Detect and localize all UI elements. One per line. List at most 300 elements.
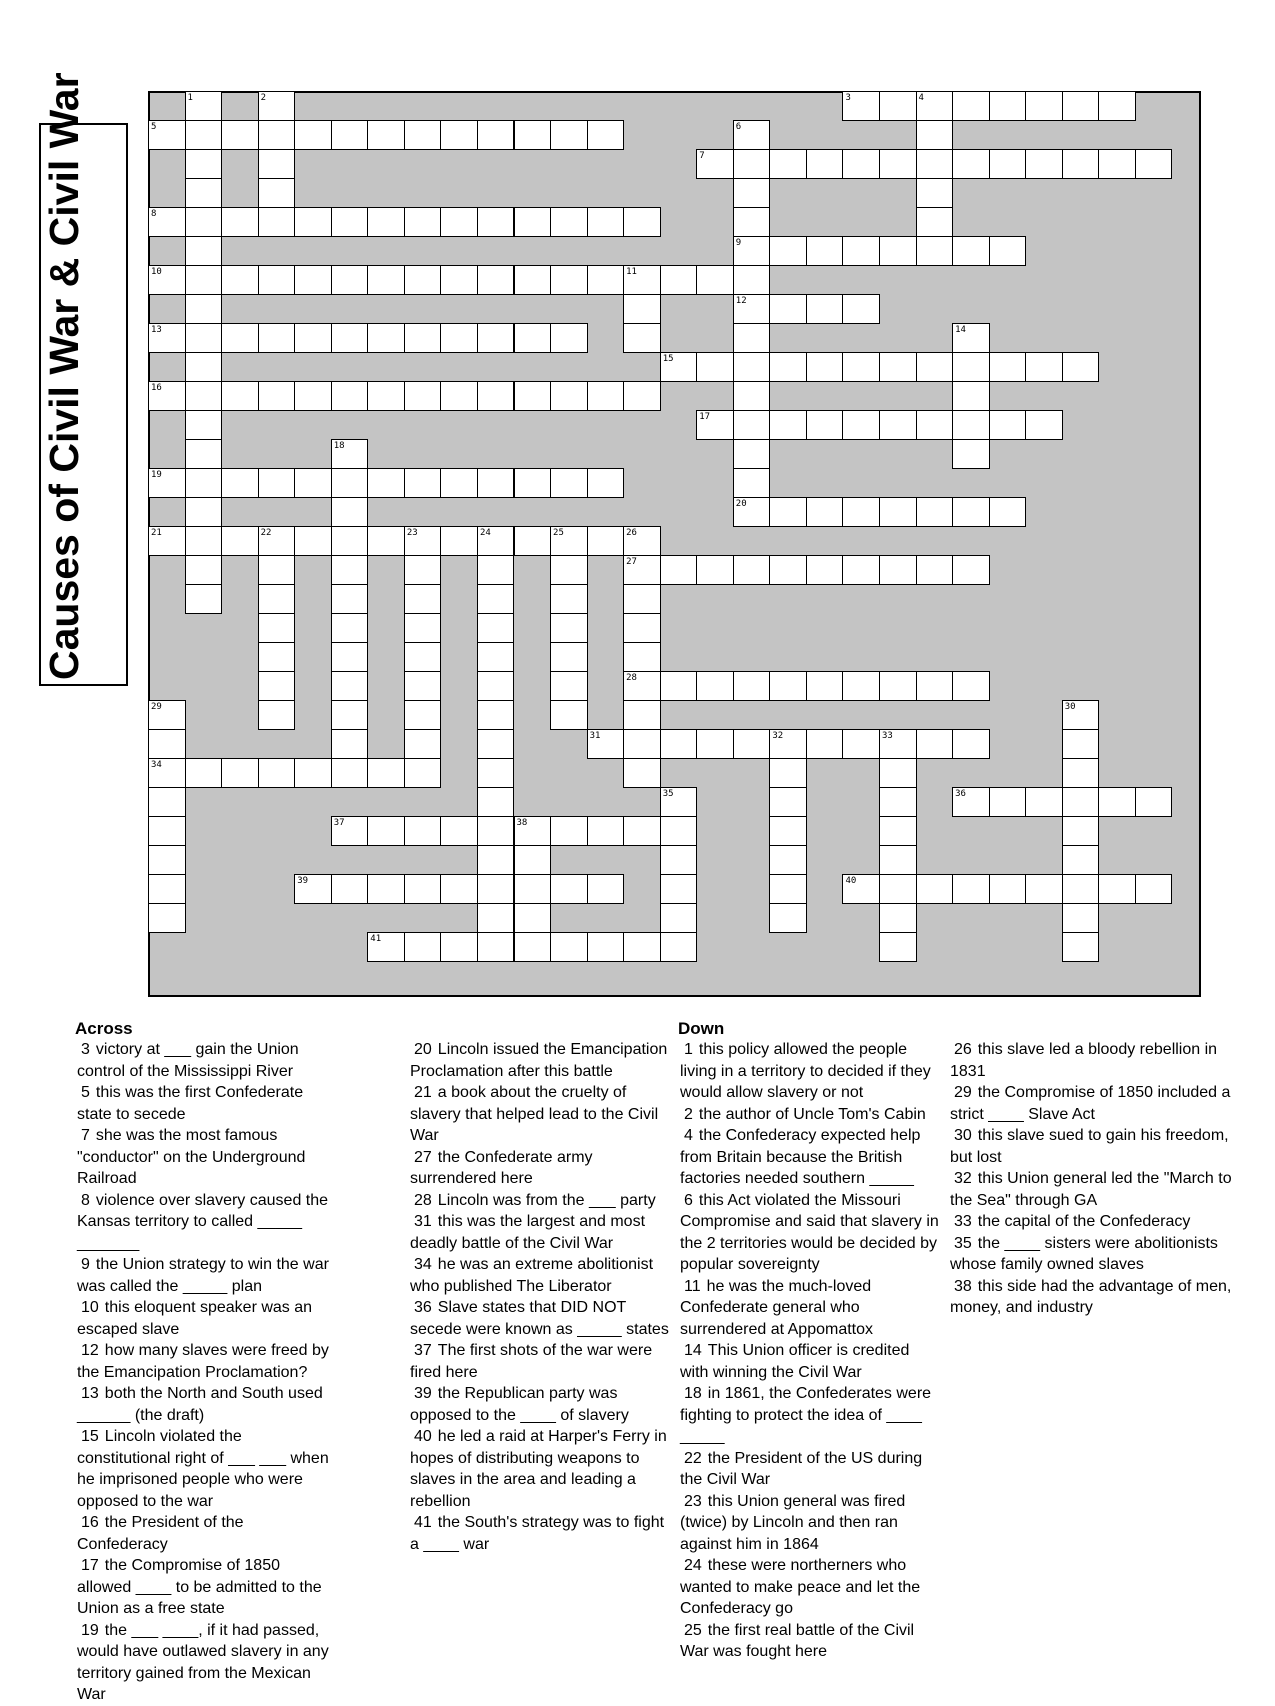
answer-cell[interactable]	[733, 352, 771, 382]
answer-cell[interactable]	[879, 410, 917, 440]
answer-cell[interactable]	[806, 236, 844, 266]
answer-cell[interactable]	[879, 816, 917, 846]
answer-cell[interactable]	[148, 729, 186, 759]
answer-cell[interactable]	[623, 207, 661, 237]
answer-cell[interactable]	[258, 207, 296, 237]
answer-cell[interactable]	[294, 323, 332, 353]
answer-cell[interactable]	[404, 584, 442, 614]
answer-cell[interactable]	[185, 468, 223, 498]
answer-cell[interactable]	[367, 207, 405, 237]
answer-cell[interactable]	[221, 381, 259, 411]
answer-cell[interactable]	[879, 497, 917, 527]
answer-cell[interactable]	[550, 932, 588, 962]
answer-cell[interactable]	[733, 323, 771, 353]
answer-cell[interactable]	[952, 410, 990, 440]
answer-cell[interactable]	[440, 323, 478, 353]
answer-cell[interactable]	[294, 207, 332, 237]
answer-cell[interactable]	[477, 903, 515, 933]
answer-cell[interactable]	[185, 207, 223, 237]
answer-cell[interactable]	[550, 613, 588, 643]
answer-cell[interactable]	[769, 555, 807, 585]
answer-cell[interactable]	[916, 236, 954, 266]
answer-cell[interactable]	[1062, 903, 1100, 933]
answer-cell[interactable]	[916, 874, 954, 904]
answer-cell[interactable]	[916, 671, 954, 701]
answer-cell[interactable]	[623, 584, 661, 614]
answer-cell[interactable]	[733, 410, 771, 440]
answer-cell[interactable]	[185, 352, 223, 382]
answer-cell[interactable]	[842, 729, 880, 759]
answer-cell[interactable]	[185, 323, 223, 353]
answer-cell[interactable]	[916, 729, 954, 759]
answer-cell[interactable]	[879, 91, 917, 121]
answer-cell[interactable]	[514, 323, 552, 353]
answer-cell[interactable]	[952, 729, 990, 759]
answer-cell[interactable]	[1098, 787, 1136, 817]
answer-cell[interactable]	[477, 700, 515, 730]
answer-cell[interactable]	[294, 468, 332, 498]
answer-cell[interactable]	[1062, 845, 1100, 875]
answer-cell[interactable]	[623, 613, 661, 643]
answer-cell[interactable]	[989, 91, 1027, 121]
answer-cell[interactable]	[258, 758, 296, 788]
answer-cell[interactable]	[185, 439, 223, 469]
answer-cell[interactable]	[440, 265, 478, 295]
answer-cell[interactable]	[185, 265, 223, 295]
answer-cell[interactable]	[1062, 787, 1100, 817]
answer-cell[interactable]	[952, 352, 990, 382]
answer-cell[interactable]	[514, 903, 552, 933]
answer-cell[interactable]	[477, 787, 515, 817]
answer-cell[interactable]	[696, 555, 734, 585]
answer-cell[interactable]	[952, 236, 990, 266]
answer-cell[interactable]	[514, 381, 552, 411]
answer-cell[interactable]	[258, 584, 296, 614]
answer-cell[interactable]	[331, 642, 369, 672]
answer-cell[interactable]	[367, 758, 405, 788]
answer-cell[interactable]	[916, 410, 954, 440]
answer-cell[interactable]	[367, 120, 405, 150]
answer-cell[interactable]	[550, 642, 588, 672]
answer-cell[interactable]	[660, 874, 698, 904]
answer-cell[interactable]	[294, 265, 332, 295]
answer-cell[interactable]	[440, 526, 478, 556]
answer-cell[interactable]	[185, 236, 223, 266]
answer-cell[interactable]	[1098, 874, 1136, 904]
answer-cell[interactable]	[148, 874, 186, 904]
answer-cell[interactable]	[294, 381, 332, 411]
answer-cell[interactable]	[221, 526, 259, 556]
answer-cell[interactable]	[769, 149, 807, 179]
answer-cell[interactable]	[258, 178, 296, 208]
answer-cell[interactable]	[258, 149, 296, 179]
answer-cell[interactable]	[331, 526, 369, 556]
answer-cell[interactable]	[1062, 352, 1100, 382]
answer-cell[interactable]	[842, 149, 880, 179]
answer-cell[interactable]	[623, 816, 661, 846]
answer-cell[interactable]	[952, 671, 990, 701]
answer-cell[interactable]	[623, 758, 661, 788]
answer-cell[interactable]	[916, 555, 954, 585]
answer-cell[interactable]	[440, 932, 478, 962]
answer-cell[interactable]	[769, 410, 807, 440]
answer-cell[interactable]	[623, 700, 661, 730]
answer-cell[interactable]	[477, 323, 515, 353]
answer-cell[interactable]	[440, 120, 478, 150]
answer-cell[interactable]	[404, 613, 442, 643]
answer-cell[interactable]	[514, 207, 552, 237]
answer-cell[interactable]	[367, 265, 405, 295]
answer-cell[interactable]	[477, 613, 515, 643]
answer-cell[interactable]	[769, 903, 807, 933]
answer-cell[interactable]	[477, 874, 515, 904]
answer-cell[interactable]	[1098, 91, 1136, 121]
answer-cell[interactable]	[1135, 874, 1173, 904]
answer-cell[interactable]	[185, 381, 223, 411]
answer-cell[interactable]	[550, 816, 588, 846]
answer-cell[interactable]	[514, 932, 552, 962]
answer-cell[interactable]	[989, 874, 1027, 904]
answer-cell[interactable]	[148, 903, 186, 933]
answer-cell[interactable]	[587, 265, 625, 295]
answer-cell[interactable]	[477, 816, 515, 846]
answer-cell[interactable]	[1025, 787, 1063, 817]
answer-cell[interactable]	[1025, 149, 1063, 179]
answer-cell[interactable]	[989, 149, 1027, 179]
answer-cell[interactable]	[952, 91, 990, 121]
answer-cell[interactable]	[879, 787, 917, 817]
answer-cell[interactable]	[550, 700, 588, 730]
answer-cell[interactable]	[477, 729, 515, 759]
answer-cell[interactable]	[733, 468, 771, 498]
answer-cell[interactable]	[404, 729, 442, 759]
answer-cell[interactable]	[623, 381, 661, 411]
answer-cell[interactable]	[879, 236, 917, 266]
answer-cell[interactable]	[806, 149, 844, 179]
answer-cell[interactable]	[623, 294, 661, 324]
answer-cell[interactable]	[733, 207, 771, 237]
answer-cell[interactable]	[258, 323, 296, 353]
answer-cell[interactable]	[258, 555, 296, 585]
answer-cell[interactable]	[806, 671, 844, 701]
answer-cell[interactable]	[952, 381, 990, 411]
answer-cell[interactable]	[185, 294, 223, 324]
answer-cell[interactable]	[1135, 787, 1173, 817]
answer-cell[interactable]	[477, 381, 515, 411]
answer-cell[interactable]	[258, 381, 296, 411]
answer-cell[interactable]	[879, 555, 917, 585]
answer-cell[interactable]	[806, 352, 844, 382]
answer-cell[interactable]	[806, 555, 844, 585]
answer-cell[interactable]	[185, 758, 223, 788]
answer-cell[interactable]	[733, 265, 771, 295]
answer-cell[interactable]	[514, 874, 552, 904]
answer-cell[interactable]	[916, 497, 954, 527]
answer-cell[interactable]	[1098, 149, 1136, 179]
answer-cell[interactable]	[477, 555, 515, 585]
answer-cell[interactable]	[952, 555, 990, 585]
answer-cell[interactable]	[514, 265, 552, 295]
answer-cell[interactable]	[660, 816, 698, 846]
answer-cell[interactable]	[440, 207, 478, 237]
answer-cell[interactable]	[769, 352, 807, 382]
answer-cell[interactable]	[1025, 352, 1063, 382]
answer-cell[interactable]	[623, 932, 661, 962]
answer-cell[interactable]	[550, 468, 588, 498]
answer-cell[interactable]	[842, 236, 880, 266]
answer-cell[interactable]	[148, 787, 186, 817]
answer-cell[interactable]	[258, 265, 296, 295]
answer-cell[interactable]	[733, 381, 771, 411]
answer-cell[interactable]	[769, 758, 807, 788]
answer-cell[interactable]	[440, 381, 478, 411]
answer-cell[interactable]	[842, 671, 880, 701]
answer-cell[interactable]	[806, 410, 844, 440]
answer-cell[interactable]	[367, 468, 405, 498]
answer-cell[interactable]	[842, 497, 880, 527]
answer-cell[interactable]	[440, 874, 478, 904]
answer-cell[interactable]	[1062, 91, 1100, 121]
answer-cell[interactable]	[221, 323, 259, 353]
answer-cell[interactable]	[842, 410, 880, 440]
answer-cell[interactable]	[367, 381, 405, 411]
answer-cell[interactable]	[367, 323, 405, 353]
answer-cell[interactable]	[404, 700, 442, 730]
answer-cell[interactable]	[587, 468, 625, 498]
answer-cell[interactable]	[331, 584, 369, 614]
answer-cell[interactable]	[514, 120, 552, 150]
answer-cell[interactable]	[550, 584, 588, 614]
answer-cell[interactable]	[1062, 758, 1100, 788]
answer-cell[interactable]	[331, 120, 369, 150]
answer-cell[interactable]	[331, 207, 369, 237]
answer-cell[interactable]	[989, 497, 1027, 527]
answer-cell[interactable]	[733, 671, 771, 701]
answer-cell[interactable]	[952, 149, 990, 179]
answer-cell[interactable]	[477, 584, 515, 614]
answer-cell[interactable]	[696, 671, 734, 701]
answer-cell[interactable]	[331, 729, 369, 759]
answer-cell[interactable]	[550, 555, 588, 585]
answer-cell[interactable]	[258, 468, 296, 498]
answer-cell[interactable]	[952, 439, 990, 469]
answer-cell[interactable]	[331, 323, 369, 353]
answer-cell[interactable]	[477, 207, 515, 237]
answer-cell[interactable]	[404, 555, 442, 585]
answer-cell[interactable]	[258, 671, 296, 701]
answer-cell[interactable]	[185, 555, 223, 585]
answer-cell[interactable]	[879, 845, 917, 875]
answer-cell[interactable]	[1025, 874, 1063, 904]
answer-cell[interactable]	[331, 497, 369, 527]
answer-cell[interactable]	[989, 787, 1027, 817]
answer-cell[interactable]	[440, 816, 478, 846]
answer-cell[interactable]	[879, 671, 917, 701]
answer-cell[interactable]	[185, 584, 223, 614]
answer-cell[interactable]	[733, 555, 771, 585]
answer-cell[interactable]	[660, 729, 698, 759]
answer-cell[interactable]	[587, 381, 625, 411]
answer-cell[interactable]	[769, 236, 807, 266]
answer-cell[interactable]	[769, 874, 807, 904]
answer-cell[interactable]	[404, 381, 442, 411]
answer-cell[interactable]	[1025, 410, 1063, 440]
answer-cell[interactable]	[550, 120, 588, 150]
answer-cell[interactable]	[477, 120, 515, 150]
answer-cell[interactable]	[1135, 149, 1173, 179]
answer-cell[interactable]	[879, 352, 917, 382]
answer-cell[interactable]	[842, 352, 880, 382]
answer-cell[interactable]	[769, 497, 807, 527]
answer-cell[interactable]	[477, 642, 515, 672]
answer-cell[interactable]	[331, 758, 369, 788]
answer-cell[interactable]	[1062, 816, 1100, 846]
answer-cell[interactable]	[294, 758, 332, 788]
answer-cell[interactable]	[258, 642, 296, 672]
answer-cell[interactable]	[733, 149, 771, 179]
answer-cell[interactable]	[404, 874, 442, 904]
answer-cell[interactable]	[623, 729, 661, 759]
answer-cell[interactable]	[221, 120, 259, 150]
answer-cell[interactable]	[331, 468, 369, 498]
answer-cell[interactable]	[623, 323, 661, 353]
answer-cell[interactable]	[879, 758, 917, 788]
answer-cell[interactable]	[185, 178, 223, 208]
answer-cell[interactable]	[769, 671, 807, 701]
answer-cell[interactable]	[477, 932, 515, 962]
answer-cell[interactable]	[879, 874, 917, 904]
answer-cell[interactable]	[477, 265, 515, 295]
answer-cell[interactable]	[258, 120, 296, 150]
answer-cell[interactable]	[294, 526, 332, 556]
answer-cell[interactable]	[404, 758, 442, 788]
answer-cell[interactable]	[879, 903, 917, 933]
answer-cell[interactable]	[733, 178, 771, 208]
answer-cell[interactable]	[477, 468, 515, 498]
answer-cell[interactable]	[660, 932, 698, 962]
answer-cell[interactable]	[806, 294, 844, 324]
answer-cell[interactable]	[331, 874, 369, 904]
answer-cell[interactable]	[769, 294, 807, 324]
answer-cell[interactable]	[916, 178, 954, 208]
answer-cell[interactable]	[550, 671, 588, 701]
answer-cell[interactable]	[916, 149, 954, 179]
answer-cell[interactable]	[1062, 729, 1100, 759]
answer-cell[interactable]	[404, 207, 442, 237]
answer-cell[interactable]	[550, 381, 588, 411]
answer-cell[interactable]	[623, 642, 661, 672]
answer-cell[interactable]	[696, 352, 734, 382]
answer-cell[interactable]	[916, 207, 954, 237]
answer-cell[interactable]	[587, 874, 625, 904]
answer-cell[interactable]	[806, 497, 844, 527]
answer-cell[interactable]	[221, 758, 259, 788]
answer-cell[interactable]	[660, 555, 698, 585]
answer-cell[interactable]	[404, 642, 442, 672]
answer-cell[interactable]	[404, 120, 442, 150]
answer-cell[interactable]	[258, 700, 296, 730]
answer-cell[interactable]	[185, 120, 223, 150]
answer-cell[interactable]	[842, 555, 880, 585]
answer-cell[interactable]	[660, 265, 698, 295]
answer-cell[interactable]	[952, 497, 990, 527]
answer-cell[interactable]	[550, 265, 588, 295]
answer-cell[interactable]	[477, 671, 515, 701]
answer-cell[interactable]	[1025, 91, 1063, 121]
answer-cell[interactable]	[587, 207, 625, 237]
answer-cell[interactable]	[1062, 874, 1100, 904]
answer-cell[interactable]	[842, 294, 880, 324]
answer-cell[interactable]	[185, 149, 223, 179]
answer-cell[interactable]	[660, 903, 698, 933]
answer-cell[interactable]	[404, 671, 442, 701]
answer-cell[interactable]	[294, 120, 332, 150]
answer-cell[interactable]	[916, 352, 954, 382]
answer-cell[interactable]	[733, 729, 771, 759]
answer-cell[interactable]	[769, 787, 807, 817]
answer-cell[interactable]	[221, 468, 259, 498]
answer-cell[interactable]	[550, 874, 588, 904]
answer-cell[interactable]	[148, 816, 186, 846]
answer-cell[interactable]	[989, 410, 1027, 440]
answer-cell[interactable]	[185, 526, 223, 556]
answer-cell[interactable]	[258, 613, 296, 643]
answer-cell[interactable]	[331, 700, 369, 730]
answer-cell[interactable]	[185, 410, 223, 440]
answer-cell[interactable]	[1062, 932, 1100, 962]
answer-cell[interactable]	[989, 352, 1027, 382]
answer-cell[interactable]	[221, 207, 259, 237]
answer-cell[interactable]	[916, 120, 954, 150]
answer-cell[interactable]	[477, 758, 515, 788]
answer-cell[interactable]	[404, 468, 442, 498]
answer-cell[interactable]	[331, 671, 369, 701]
answer-cell[interactable]	[331, 613, 369, 643]
answer-cell[interactable]	[879, 932, 917, 962]
answer-cell[interactable]	[660, 845, 698, 875]
answer-cell[interactable]	[514, 526, 552, 556]
answer-cell[interactable]	[404, 816, 442, 846]
answer-cell[interactable]	[806, 729, 844, 759]
answer-cell[interactable]	[769, 816, 807, 846]
answer-cell[interactable]	[185, 497, 223, 527]
answer-cell[interactable]	[367, 874, 405, 904]
answer-cell[interactable]	[769, 845, 807, 875]
answer-cell[interactable]	[660, 671, 698, 701]
answer-cell[interactable]	[477, 845, 515, 875]
answer-cell[interactable]	[367, 816, 405, 846]
answer-cell[interactable]	[587, 120, 625, 150]
answer-cell[interactable]	[587, 526, 625, 556]
answer-cell[interactable]	[733, 439, 771, 469]
answer-cell[interactable]	[514, 468, 552, 498]
answer-cell[interactable]	[514, 845, 552, 875]
answer-cell[interactable]	[221, 265, 259, 295]
answer-cell[interactable]	[440, 468, 478, 498]
answer-cell[interactable]	[879, 149, 917, 179]
answer-cell[interactable]	[148, 845, 186, 875]
answer-cell[interactable]	[404, 932, 442, 962]
answer-cell[interactable]	[587, 932, 625, 962]
answer-cell[interactable]	[989, 236, 1027, 266]
answer-cell[interactable]	[952, 874, 990, 904]
answer-cell[interactable]	[696, 729, 734, 759]
answer-cell[interactable]	[587, 816, 625, 846]
answer-cell[interactable]	[404, 323, 442, 353]
answer-cell[interactable]	[550, 323, 588, 353]
answer-cell[interactable]	[331, 555, 369, 585]
answer-cell[interactable]	[550, 207, 588, 237]
